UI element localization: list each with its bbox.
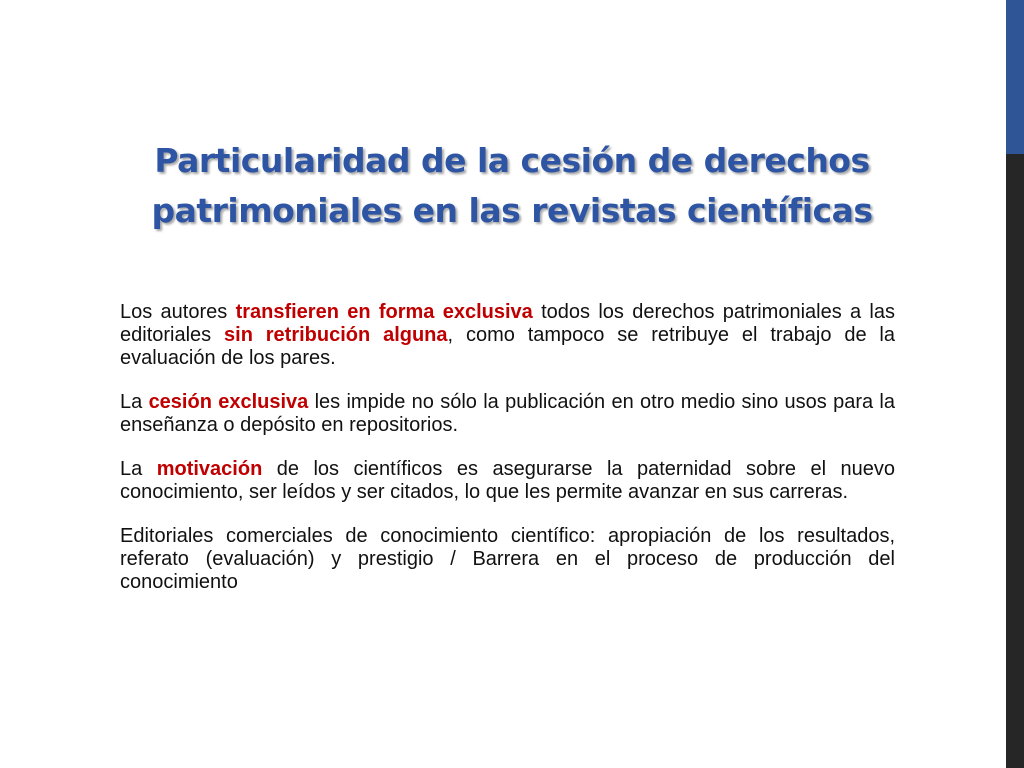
text: Los autores: [120, 301, 236, 323]
slide-body: [120, 301, 895, 615]
title-line-2: patrimoniales en las revistas científicas: [151, 191, 873, 230]
paragraph-motivation: [120, 458, 895, 504]
text: Editoriales comerciales de conocimiento científico: apropiación de los resultados, referato (evaluación) y prestigio / Barrera en el proceso de producción del conocimiento: [120, 525, 895, 593]
text: La: [120, 391, 149, 413]
slide-title: [60, 136, 964, 236]
text: La: [120, 458, 157, 480]
highlight-transfer-exclusive: transfieren en forma exclusiva: [235, 301, 533, 323]
title-line-1: Particularidad de la cesión de derechos: [154, 141, 870, 180]
text: todos los derechos patrimoniales a las editoriales: [120, 301, 896, 346]
paragraph-exclusive-cession: [120, 391, 895, 437]
text: de los científicos es asegurarse la paternidad sobre el nuevo conocimiento, ser leídos y ser citados, lo que les permite avanzar en sus carreras.: [120, 458, 895, 503]
highlight-motivation: motivación: [156, 458, 263, 480]
highlight-no-retribution: sin retribución alguna: [224, 324, 448, 346]
paragraph-transfer: [120, 301, 895, 370]
text: , como tampoco se retribuye el trabajo de la evaluación de los pares.: [120, 324, 895, 369]
text: les impide no sólo la publicación en otro medio sino usos para la enseñanza o depósito en repositorios.: [120, 391, 895, 436]
accent-bar-top: [1006, 0, 1024, 154]
paragraph-commercial-publishers: [120, 525, 895, 594]
accent-bar-bottom: [1006, 154, 1024, 768]
highlight-exclusive-cession: cesión exclusiva: [148, 391, 309, 413]
